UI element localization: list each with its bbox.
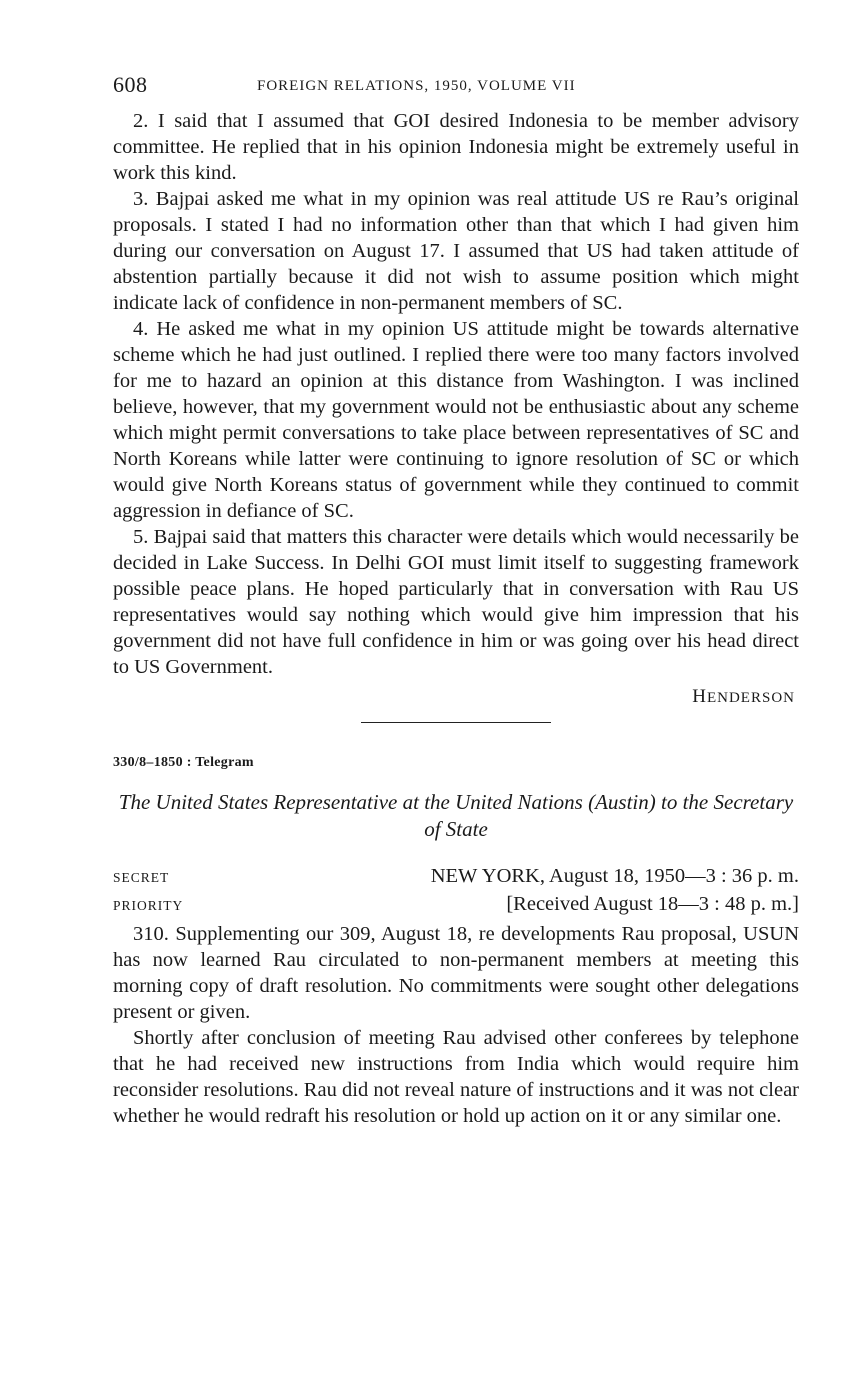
meta-row-classification xyxy=(113,863,799,891)
telegram-body xyxy=(113,921,799,1129)
page-number: 608 xyxy=(113,72,148,97)
previous-document-body xyxy=(113,108,799,680)
telegram-paragraph-310: 310. Supplementing our 309, August 18, re developments Rau proposal, USUN has now learned Rau circulated to non-permanent members at meeting this morning copy of draft resolution. No commitments were sought other delegations present or given. xyxy=(113,923,799,1023)
sent-date-time: , August 18, 1950—3 : 36 p. m. xyxy=(539,865,799,887)
place-rest-ork: ORK xyxy=(496,865,540,887)
dateline xyxy=(431,863,799,890)
document-id: 330/8–1850 : Telegram xyxy=(113,755,254,770)
paragraph-3: 3. Bajpai asked me what in my opinion was real attitude US re Rau’s original proposals. I stated I had no information other than that which I had given him during our conversation on August 17. I assumed that US had taken attitude of abstention partially because it did not wish to assume position which might indicate lack of confidence in non-permanent members of SC. xyxy=(113,188,799,314)
paragraph-4: 4. He asked me what in my opinion US attitude might be towards alternative scheme which he had just outlined. I replied there were too many factors involved for me to hazard an opinion at this distance from Washington. I was inclined believe, however, that my government would not be enthusiastic about any scheme which might permit conversations to take place between representatives of SC and North Koreans while latter were continuing to ignore resolution of SC or which would give North Koreans status of government while they continued to commit aggression in defiance of SC. xyxy=(113,318,799,522)
running-head: FOREIGN RELATIONS, 1950, VOLUME VII xyxy=(257,78,576,94)
place-initial-n: N xyxy=(430,865,446,887)
place-rest-ew: EW xyxy=(445,865,478,887)
document-title: The United States Representative at the United Nations (Austin) to the Secretary of State xyxy=(118,790,794,841)
place-initial-y: Y xyxy=(481,865,497,887)
telegram-meta xyxy=(113,863,799,919)
meta-row-priority xyxy=(113,891,799,919)
signature-initial: H xyxy=(692,686,707,707)
signature-rest: ENDERSON xyxy=(706,690,795,706)
priority-label: PRIORITY xyxy=(113,898,184,913)
paragraph-2: 2. I said that I assumed that GOI desired Indonesia to be member advisory committee. He replied that in his opinion Indonesia might be extremely useful in work this kind. xyxy=(113,110,799,184)
document-page xyxy=(113,68,799,1129)
section-divider xyxy=(361,722,551,723)
paragraph-5: 5. Bajpai said that matters this character were details which would necessarily be decided in Lake Success. In Delhi GOI must limit itself to suggesting framework possible peace plans. He hoped particularly that in conversation with Rau US representatives would say nothing which would give him impression that his government did not have full confidence in him or was going over his head direct to US Government. xyxy=(113,526,799,678)
classification-label: SECRET xyxy=(113,870,170,885)
page-header xyxy=(113,68,799,108)
received-time: [Received August 18—3 : 48 p. m.] xyxy=(506,893,799,915)
telegram-paragraph-2: Shortly after conclusion of meeting Rau advised other conferees by telephone that he had received new instructions from India which would require him reconsider resolutions. Rau did not reveal nature of instructions and it was not clear whether he would redraft his resolution or hold up action on it or any similar one. xyxy=(113,1027,799,1127)
signature-henderson xyxy=(113,686,799,708)
